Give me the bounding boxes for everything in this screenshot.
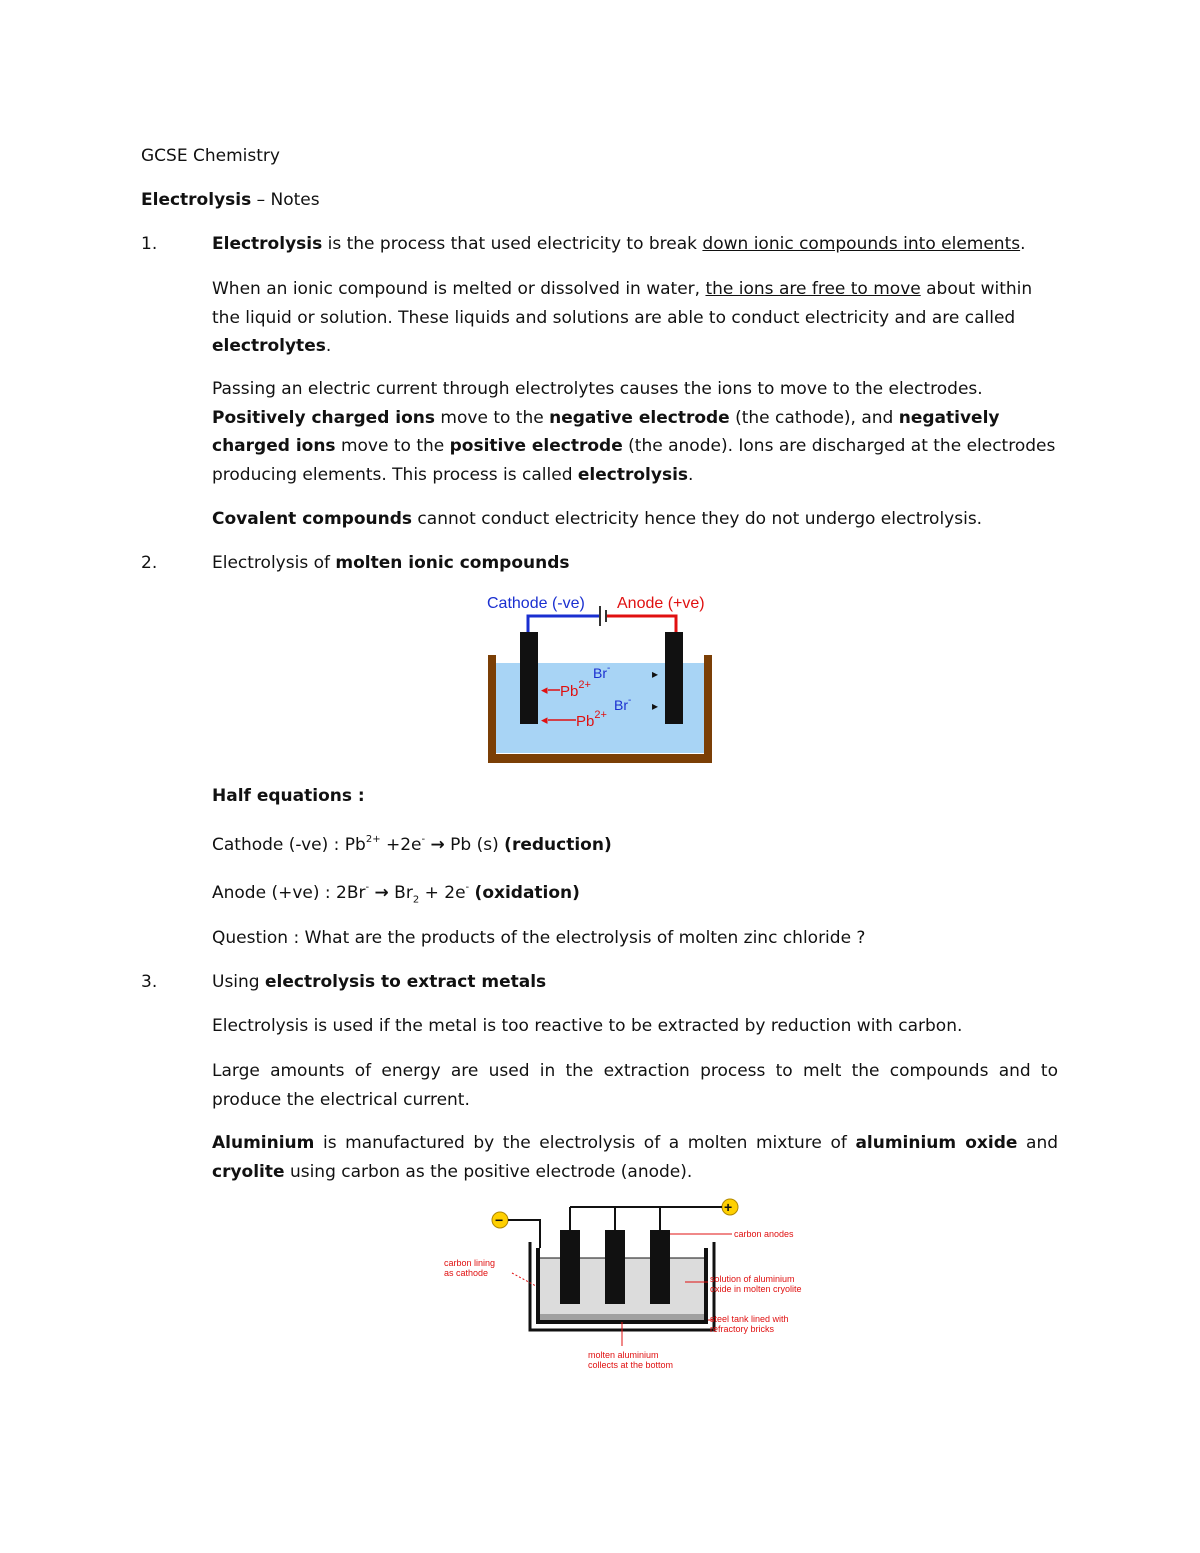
ions-free-paragraph: When an ionic compound is melted or dissolved in water, the ions are free to move about within the liquid or solution. These liquids and solutions are able to conduct electricity and are called electrolytes. [212,279,1033,356]
lead-ion-arrow: ◂ [541,682,548,697]
cathode-wire [508,1220,540,1248]
carbon-lining-label: carbon lining as cathode [444,1258,496,1278]
solution-label: solution of aluminium oxide in molten cryolite [710,1274,802,1294]
molten-electrolysis-diagram [480,588,720,768]
section-1-number: 1. [141,234,158,254]
half-equations-heading: Half equations : [212,786,365,806]
steel-tank-label: steel tank lined with refractory bricks [710,1314,789,1334]
section-3-heading: Using electrolysis to extract metals [212,972,547,992]
notes-title: Electrolysis – Notes [141,190,320,210]
bromide-ion-arrow: ▸ [652,699,659,713]
cathode-label: Cathode (-ve) [487,595,585,612]
cathode-equation: Cathode (-ve) : $Pb^{2+} +2e^- \to Pb$ (s) (reduction) [212,834,612,855]
anode-equation: Anode (+ve) : $2Br^- \to Br_2 + 2e^-$ (oxidation) [212,882,580,906]
course-title: GCSE Chemistry [141,146,280,166]
carbon-anodes-label: carbon anodes [734,1229,794,1239]
zinc-chloride-question: Question : What are the products of the electrolysis of molten zinc chloride ? [212,928,866,948]
bromide-ion: Br- [593,663,611,681]
aluminium-paragraph: Aluminium is manufactured by the electrolysis of a molten mixture of aluminium oxide and cryolite using carbon as the positive electrode (anode). [212,1133,1059,1182]
cathode-wire [528,616,599,632]
carbon-anode [605,1230,625,1304]
section-2-heading: Electrolysis of molten ionic compounds [212,553,570,573]
covalent-paragraph: Covalent compounds cannot conduct electricity hence they do not undergo electrolysis. [212,509,983,529]
ion-movement-paragraph: Passing an electric current through electrolytes causes the ions to move to the electrodes. Positively charged ions move to the negative electrode (the cathode), and negatively charged ions move to the positive electrode (the anode). Ions are discharged at the electrodes producing elements. This process is called electrolysis. [212,379,1056,485]
bromide-ion-arrow: ▸ [652,667,659,681]
bromide-ion: Br- [614,695,632,713]
lead-ion-arrow: ◂ [541,712,548,727]
aluminium-extraction-diagram [440,1196,820,1376]
carbon-anode [650,1230,670,1304]
reactive-metal-paragraph: Electrolysis is used if the metal is too reactive to be extracted by reduction with carbon. [212,1016,963,1036]
carbon-lining-leader [512,1273,536,1286]
carbon-anode [560,1230,580,1304]
positive-terminal-symbol: + [724,1199,733,1215]
electrolysis-definition: Electrolysis is the process that used electricity to break down ionic compounds into elements. [212,234,1026,254]
cathode-electrode [520,632,538,724]
anode-wire [605,616,676,632]
lead-ion: $Pb^{2+}$ [560,679,591,700]
section-3-number: 3. [141,972,158,992]
energy-paragraph: Large amounts of energy are used in the extraction process to melt the compounds and to produce the electrical current. [212,1061,1058,1110]
lead-ion: $Pb^{2+}$ [576,709,607,730]
anode-label: Anode (+ve) [617,595,705,612]
negative-terminal-symbol: − [495,1212,504,1228]
anode-electrode [665,632,683,724]
section-2-number: 2. [141,553,158,573]
molten-aluminium-label: molten aluminium collects at the bottom [588,1350,674,1370]
